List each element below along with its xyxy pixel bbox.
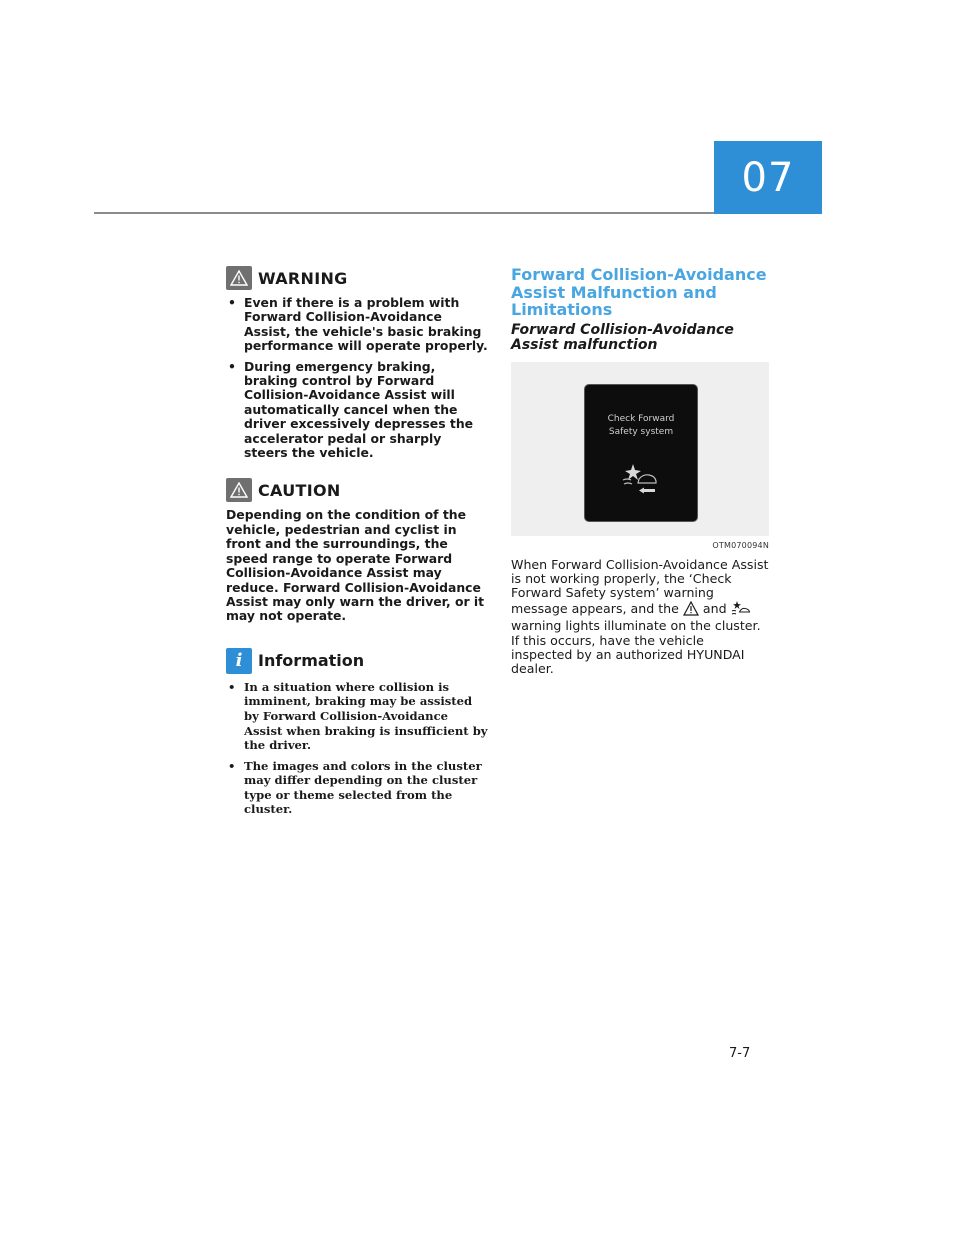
warning-triangle-icon (683, 601, 699, 619)
info-icon: i (226, 648, 252, 674)
forward-collision-warning-icon (731, 600, 751, 619)
information-list (226, 680, 488, 817)
caution-title: CAUTION (258, 480, 341, 500)
body-text-part2: and (702, 601, 727, 617)
information-box (226, 648, 488, 817)
subsection-title: Forward Collision-Avoidance Assist malfunction (511, 321, 734, 353)
body-text-part1: When Forward Collision-Avoidance Assist is not working properly, the ‘Check Forward Safety system’ warning message appears, and the (511, 556, 769, 617)
cluster-screen (584, 384, 698, 522)
list-item: • The images and colors in the cluster may differ depending on the cluster type or theme selected from the cluster. (226, 759, 488, 817)
cluster-message-line1: Check Forward (607, 413, 675, 424)
list-item: • In a situation where collision is imminent, braking may be assisted by Forward Collision-Avoidance Assist when braking is insufficient by the driver. (226, 680, 488, 753)
caution-text: Depending on the condition of the vehicle, pedestrian and cyclist in front and the surroundings, the speed range to operate Forward Collision-Avoidance Assist may reduce. Forward Collision-Avoidance Assist may only warn the driver, or it may not operate. (226, 507, 485, 624)
warning-header (226, 266, 488, 290)
caution-triangle-icon (226, 478, 252, 502)
section-title: Forward Collision-Avoidance Assist Malfunction and Limitations (511, 265, 767, 319)
body-text-part3: warning lights illuminate on the cluster. If this occurs, have the vehicle inspected by an authorized HYUNDAI dealer. (511, 618, 761, 676)
section-body (511, 558, 769, 677)
right-column (511, 266, 769, 676)
cluster-figure (511, 362, 769, 536)
list-item: • Even if there is a problem with Forward Collision-Avoidance Assist, the vehicle's basic braking performance will operate properly. (226, 296, 488, 354)
cluster-message-line2: Safety system (608, 426, 674, 437)
header-rule (94, 212, 714, 214)
chapter-tab: 07 (714, 141, 822, 214)
warning-triangle-icon (226, 266, 252, 290)
page-number: 7-7 (729, 1046, 751, 1061)
figure-code: OTM070094N (712, 540, 769, 550)
cluster-message (585, 413, 697, 439)
information-title: Information (258, 651, 365, 671)
warning-title: WARNING (258, 268, 348, 288)
list-item: • During emergency braking, braking control by Forward Collision-Avoidance Assist will automatically cancel when the driver excessively depresses the accelerator pedal or sharply steers the vehicle. (226, 360, 488, 461)
left-column (226, 266, 488, 823)
caution-header (226, 478, 488, 502)
information-header (226, 648, 488, 674)
warning-list (226, 296, 488, 460)
warning-box (226, 266, 488, 460)
caution-box (226, 478, 488, 623)
forward-safety-warning-icon (621, 463, 661, 501)
